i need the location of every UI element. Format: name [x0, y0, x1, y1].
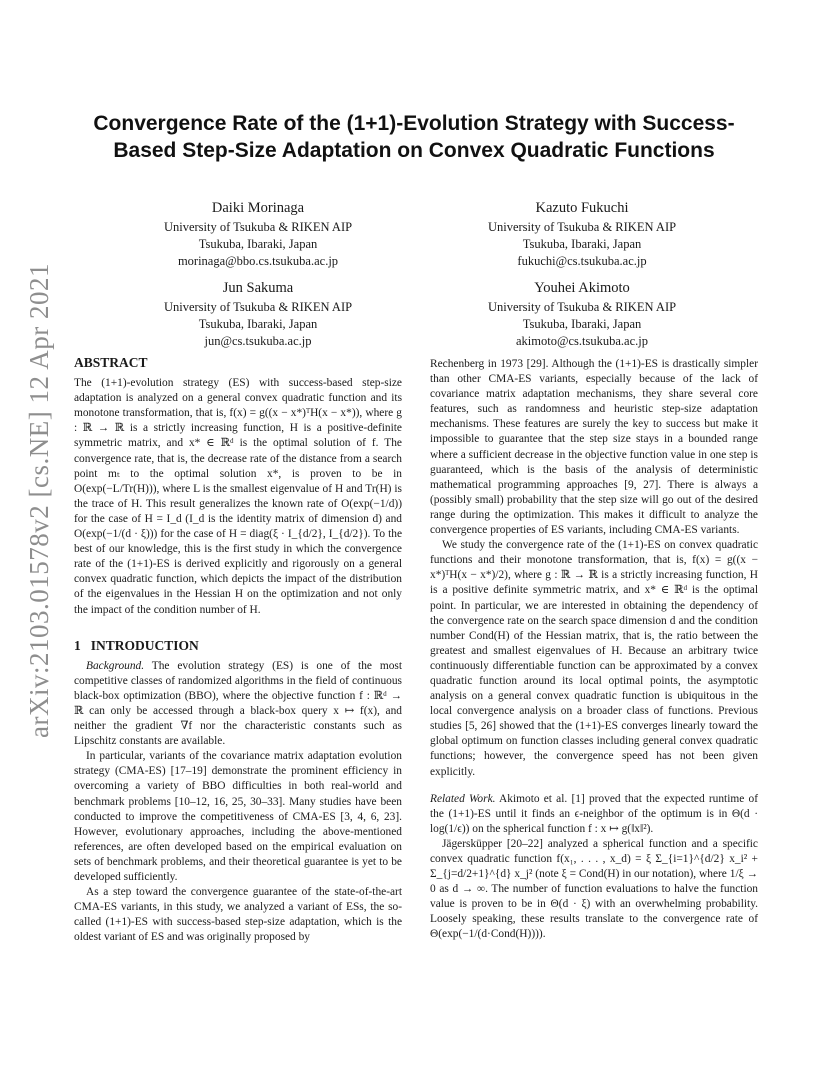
section-number: 1: [74, 637, 81, 653]
abstract-heading: ABSTRACT: [74, 355, 148, 370]
intro-paragraph: [74, 659, 402, 750]
author-email[interactable]: morinaga@bbo.cs.tsukuba.ac.jp: [177, 254, 339, 268]
author-location: Tsukuba, Ibaraki, Japan: [198, 317, 318, 331]
paragraph-lead: Background.: [86, 659, 145, 672]
author-location: Tsukuba, Ibaraki, Japan: [522, 317, 642, 331]
author-email[interactable]: akimoto@cs.tsukuba.ac.jp: [516, 334, 648, 348]
author-affiliation: University of Tsukuba & RIKEN AIP: [487, 300, 677, 314]
body-paragraph: Jägersküpper [20–22] analyzed a spherical function and a specific convex quadratic function f(x₁, . . . , x_d) = ξ Σ_{i=1}^{d/2} x_i² + Σ_{j=d/2+1}^{d} x_j² (note ξ = Cond(H) in our notation), where 1/ξ → 0 as d → ∞. The number of function evaluations to halve the function value is proven to be in Θ(d · ξ) with an overwhelming probability. Loosely speaking, these results translate to the convergence rate of Θ(exp(−1/(d·Cond(H)))).: [430, 837, 758, 941]
intro-paragraph: In particular, variants of the covariance matrix adaptation evolution strategy (CMA-ES) [17–19] demonstrate the prominent efficiency in overcoming a variety of BBO difficulties in both real-world and benchmark problems [10–12, 16, 25, 30–33]. Many studies have been conducted to improve the competitiveness of CMA-ES [3, 4, 6, 23]. However, evolutionary approaches, including the above-mentioned references, are often developed based on the empirical evaluation on sets of benchmark problems, and their theoretical guarantee is yet to be developed sufficiently.: [74, 750, 402, 883]
abstract-text: The (1+1)-evolution strategy (ES) with success-based step-size adaptation is analyzed on a general convex quadratic function and its monotone transformation, that is, f(x) = g((x − x*)ᵀH(x − x*)), where g : ℝ → ℝ is a strictly increasing function, H is a positive-definite symmetric matrix, and x* ∈ ℝᵈ is the optimal solution of f. The convergence rate, that is, the decrease rate of the distance from a search point mₜ to the optimal solution x*, is proven to be in O(exp(−L/Tr(H))), where L is the smallest eigenvalue of H and Tr(H) is the trace of H. This result generalizes the known rate of O(exp(−1/d)) for the case of H = I_d (I_d is the identity matrix of dimension d) and O(exp(−1/(d · ξ))) for the case of H = diag(ξ · I_{d/2}, I_{d/2}). To the best of our knowledge, this is the first study in which the convergence rate of the (1+1)-ES is derived explicitly and rigorously on a general convex quadratic function, which depicts the impact of the distribution of the eigenvalues in the Hessian H on the optimization and not only the impact of the condition number of H.: [74, 377, 402, 616]
author-location: Tsukuba, Ibaraki, Japan: [198, 237, 318, 251]
author-name: Youhei Akimoto: [534, 280, 630, 296]
body-paragraph: We study the convergence rate of the (1+1)-ES on convex quadratic functions and their monotone transformation, that is, f(x) = g((x − x*)ᵀH(x − x*)/2), where g : ℝ → ℝ is a strictly increasing function, H is a positive definite symmetric matrix, and x* ∈ ℝᵈ is the optimal point. In particular, we are interested in obtaining the dependency of the convergence rate on the search space dimension d and the condition number Cond(H) of the Hessian matrix, that is, the ratio between the greatest and smallest eigenvalues of H. Because an arbitrary twice continuously differentiable function can be approximated by a convex quadratic function around its local optimal points, the asymptotic analysis on a general convex quadratic function is ubiquitous in the local convergence analysis on a broader class of functions. Previous studies [5, 26] showed that the (1+1)-ES converges linearly toward the global optimum on function classes including general convex quadratic functions; however, the convergence speed has not been given explicitly.: [430, 539, 758, 778]
related-work-paragraph: [430, 792, 758, 837]
author-block: [442, 278, 722, 350]
left-column: [74, 355, 402, 945]
arxiv-stamp: [7, 250, 71, 750]
author-email[interactable]: fukuchi@cs.tsukuba.ac.jp: [517, 254, 647, 268]
author-block: [118, 278, 398, 350]
section-title: INTRODUCTION: [90, 637, 199, 653]
intro-paragraph: As a step toward the convergence guarantee of the state-of-the-art CMA-ES variants, in this study, we analyzed a variant of ESs, the so-called (1+1)-ES with success-based step-size adaptation, which is the oldest variant of ES and was originally proposed by: [74, 886, 402, 944]
author-location: Tsukuba, Ibaraki, Japan: [522, 237, 642, 251]
section-heading-introduction: [74, 638, 402, 653]
body-paragraph: Rechenberg in 1973 [29]. Although the (1+1)-ES is drastically simpler than other CMA-ES variants, especially because of the lack of covariance matrix adaptation mechanisms, they share several core features, such as randomness and heuristic step-size adaptation mechanisms. These features are surely the key to success but make it impossible to guarantee that the step size stays in a bounded range where a sufficient decrease in the objective function value in one step is guaranteed, which is the basis of the analysis of deterministic mathematical programming approaches [9, 27]. There is always a (possibly small) probability that the step size will go out of the desired range during the optimization. This makes it difficult to analyze the convergence properties of ES variants, including CMA-ES variants.: [430, 358, 758, 537]
author-name: Kazuto Fukuchi: [535, 200, 629, 216]
paragraph-body: The evolution strategy (ES) is one of the most competitive classes of randomized algorithms in the field of continuous black-box optimization (BBO), where the objective function f : ℝᵈ → ℝ can only be accessed through a black-box query x ↦ f(x), and neither the gradient ∇f nor the characteristic constants such as Lipschitz constants are available.: [74, 659, 402, 748]
author-email[interactable]: jun@cs.tsukuba.ac.jp: [204, 334, 312, 348]
author-affiliation: University of Tsukuba & RIKEN AIP: [163, 220, 353, 234]
right-column: [430, 357, 758, 943]
paragraph-body: Akimoto et al. [1] proved that the expected runtime of the (1+1)-ES until it finds an ϵ-neighbor of the optimum is in Θ(d · log(1/ϵ)) on the spherical function f : x ↦ g(‖x‖²).: [430, 792, 758, 835]
author-block: [442, 198, 722, 270]
arxiv-stamp-text: arXiv:2103.01578v2 [cs.NE] 12 Apr 2021: [23, 262, 54, 738]
paper-title: Convergence Rate of the (1+1)-Evolution Strategy with Success-Based Step-Size Adaptation on Convex Quadratic Functions: [93, 112, 735, 162]
author-name: Jun Sakuma: [222, 280, 294, 296]
author-affiliation: University of Tsukuba & RIKEN AIP: [487, 220, 677, 234]
author-name: Daiki Morinaga: [211, 200, 305, 216]
paragraph-lead: Related Work.: [430, 792, 496, 805]
author-affiliation: University of Tsukuba & RIKEN AIP: [163, 300, 353, 314]
author-block: [118, 198, 398, 270]
